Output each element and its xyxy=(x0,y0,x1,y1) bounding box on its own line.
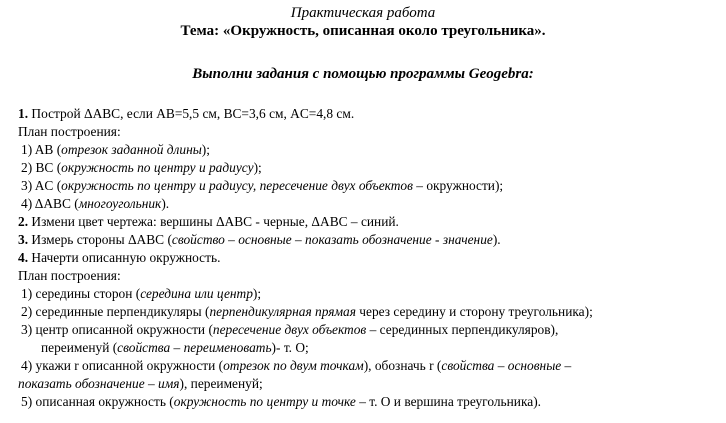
step-suffix: ), переименуй; xyxy=(179,376,263,391)
step-suffix: ); xyxy=(201,142,210,157)
step-suffix: – окружности); xyxy=(412,178,504,193)
task-4-plan-label: План построения: xyxy=(18,268,121,283)
task-2-text: Измени цвет чертежа: вершины ΔABC - черные, ΔABC – синий. xyxy=(28,214,399,229)
step-prefix: 5) описанная окружность ( xyxy=(21,394,174,409)
task-4-step-4-continuation xyxy=(18,376,263,392)
task-1-text: Построй ΔABC, если AB=5,5 см, BC=3,6 см, AC=4,8 см. xyxy=(28,106,355,121)
step-prefix: 2) серединные перпендикуляры ( xyxy=(21,304,210,319)
task-1-number: 1. xyxy=(18,106,29,121)
step-prefix: переименуй ( xyxy=(41,340,118,355)
document-instruction: Выполни задания с помощью программы Geogebra: xyxy=(192,66,534,82)
step-suffix: ). xyxy=(161,196,170,211)
document-kind: Практическая работа xyxy=(290,5,436,21)
step-prefix: 4) ΔABC ( xyxy=(21,196,79,211)
step-prefix: 1) середины сторон ( xyxy=(21,286,141,301)
step-middle: ), обозначь r ( xyxy=(363,358,442,373)
task-4-step-1 xyxy=(21,286,261,302)
step-hint: перпендикулярная прямая xyxy=(209,304,356,319)
task-4-step-3-continuation xyxy=(41,340,309,356)
step-suffix: – серединных перпендикуляров), xyxy=(366,322,559,337)
task-1-step-4 xyxy=(21,196,169,212)
task-3-suffix: ). xyxy=(492,232,501,247)
step-hint: отрезок по двум точкам xyxy=(223,358,364,373)
task-1-plan-label: План построения: xyxy=(18,124,121,139)
step-suffix: )- т. O; xyxy=(271,340,309,355)
step-hint: пересечение двух объектов xyxy=(212,322,367,337)
step-hint: середина или центр xyxy=(140,286,253,301)
step-hint: окружность по центру и радиусу xyxy=(61,160,254,175)
step-hint: показать обозначение – имя xyxy=(18,376,180,391)
step-prefix: 3) AC ( xyxy=(21,178,62,193)
task-4 xyxy=(18,250,220,266)
task-4-text: Начерти описанную окружность. xyxy=(28,250,221,265)
task-4-step-5 xyxy=(21,394,541,410)
step-suffix: – т. O и вершина треугольника). xyxy=(355,394,542,409)
step-hint: окружность по центру и точке xyxy=(173,394,356,409)
task-1-step-1 xyxy=(21,142,210,158)
step-prefix: 1) AB ( xyxy=(21,142,62,157)
task-3-number: 3. xyxy=(18,232,29,247)
step-suffix: ); xyxy=(253,160,262,175)
step-hint: окружность по центру и радиусу, пересечение двух объектов xyxy=(61,178,413,193)
task-1-step-3 xyxy=(21,178,503,194)
task-3 xyxy=(18,232,501,248)
step-prefix: 4) укажи r описанной окружности ( xyxy=(21,358,224,373)
task-3-hint: свойство – основные – показать обозначение - значение xyxy=(171,232,493,247)
step-suffix: ); xyxy=(252,286,262,301)
step-prefix: 2) BC ( xyxy=(21,160,62,175)
task-2 xyxy=(18,214,399,230)
task-4-step-3 xyxy=(21,322,558,338)
task-2-number: 2. xyxy=(18,214,29,229)
task-4-number: 4. xyxy=(18,250,29,265)
task-4-step-2 xyxy=(21,304,593,320)
task-3-prefix: Измерь стороны ΔABC ( xyxy=(28,232,172,247)
task-1 xyxy=(18,106,354,122)
document-topic: Тема: «Окружность, описанная около треугольника». xyxy=(180,23,546,39)
step-hint: свойства – переименовать xyxy=(117,340,272,355)
task-1-step-2 xyxy=(21,160,262,176)
step-suffix: через середину и сторону треугольника); xyxy=(355,304,593,319)
task-4-step-4 xyxy=(21,358,571,374)
step-hint: отрезок заданной длины xyxy=(61,142,202,157)
step-prefix: 3) центр описанной окружности ( xyxy=(21,322,213,337)
step-hint-2: свойства – основные – xyxy=(441,358,572,373)
step-hint: многоугольник xyxy=(78,196,162,211)
